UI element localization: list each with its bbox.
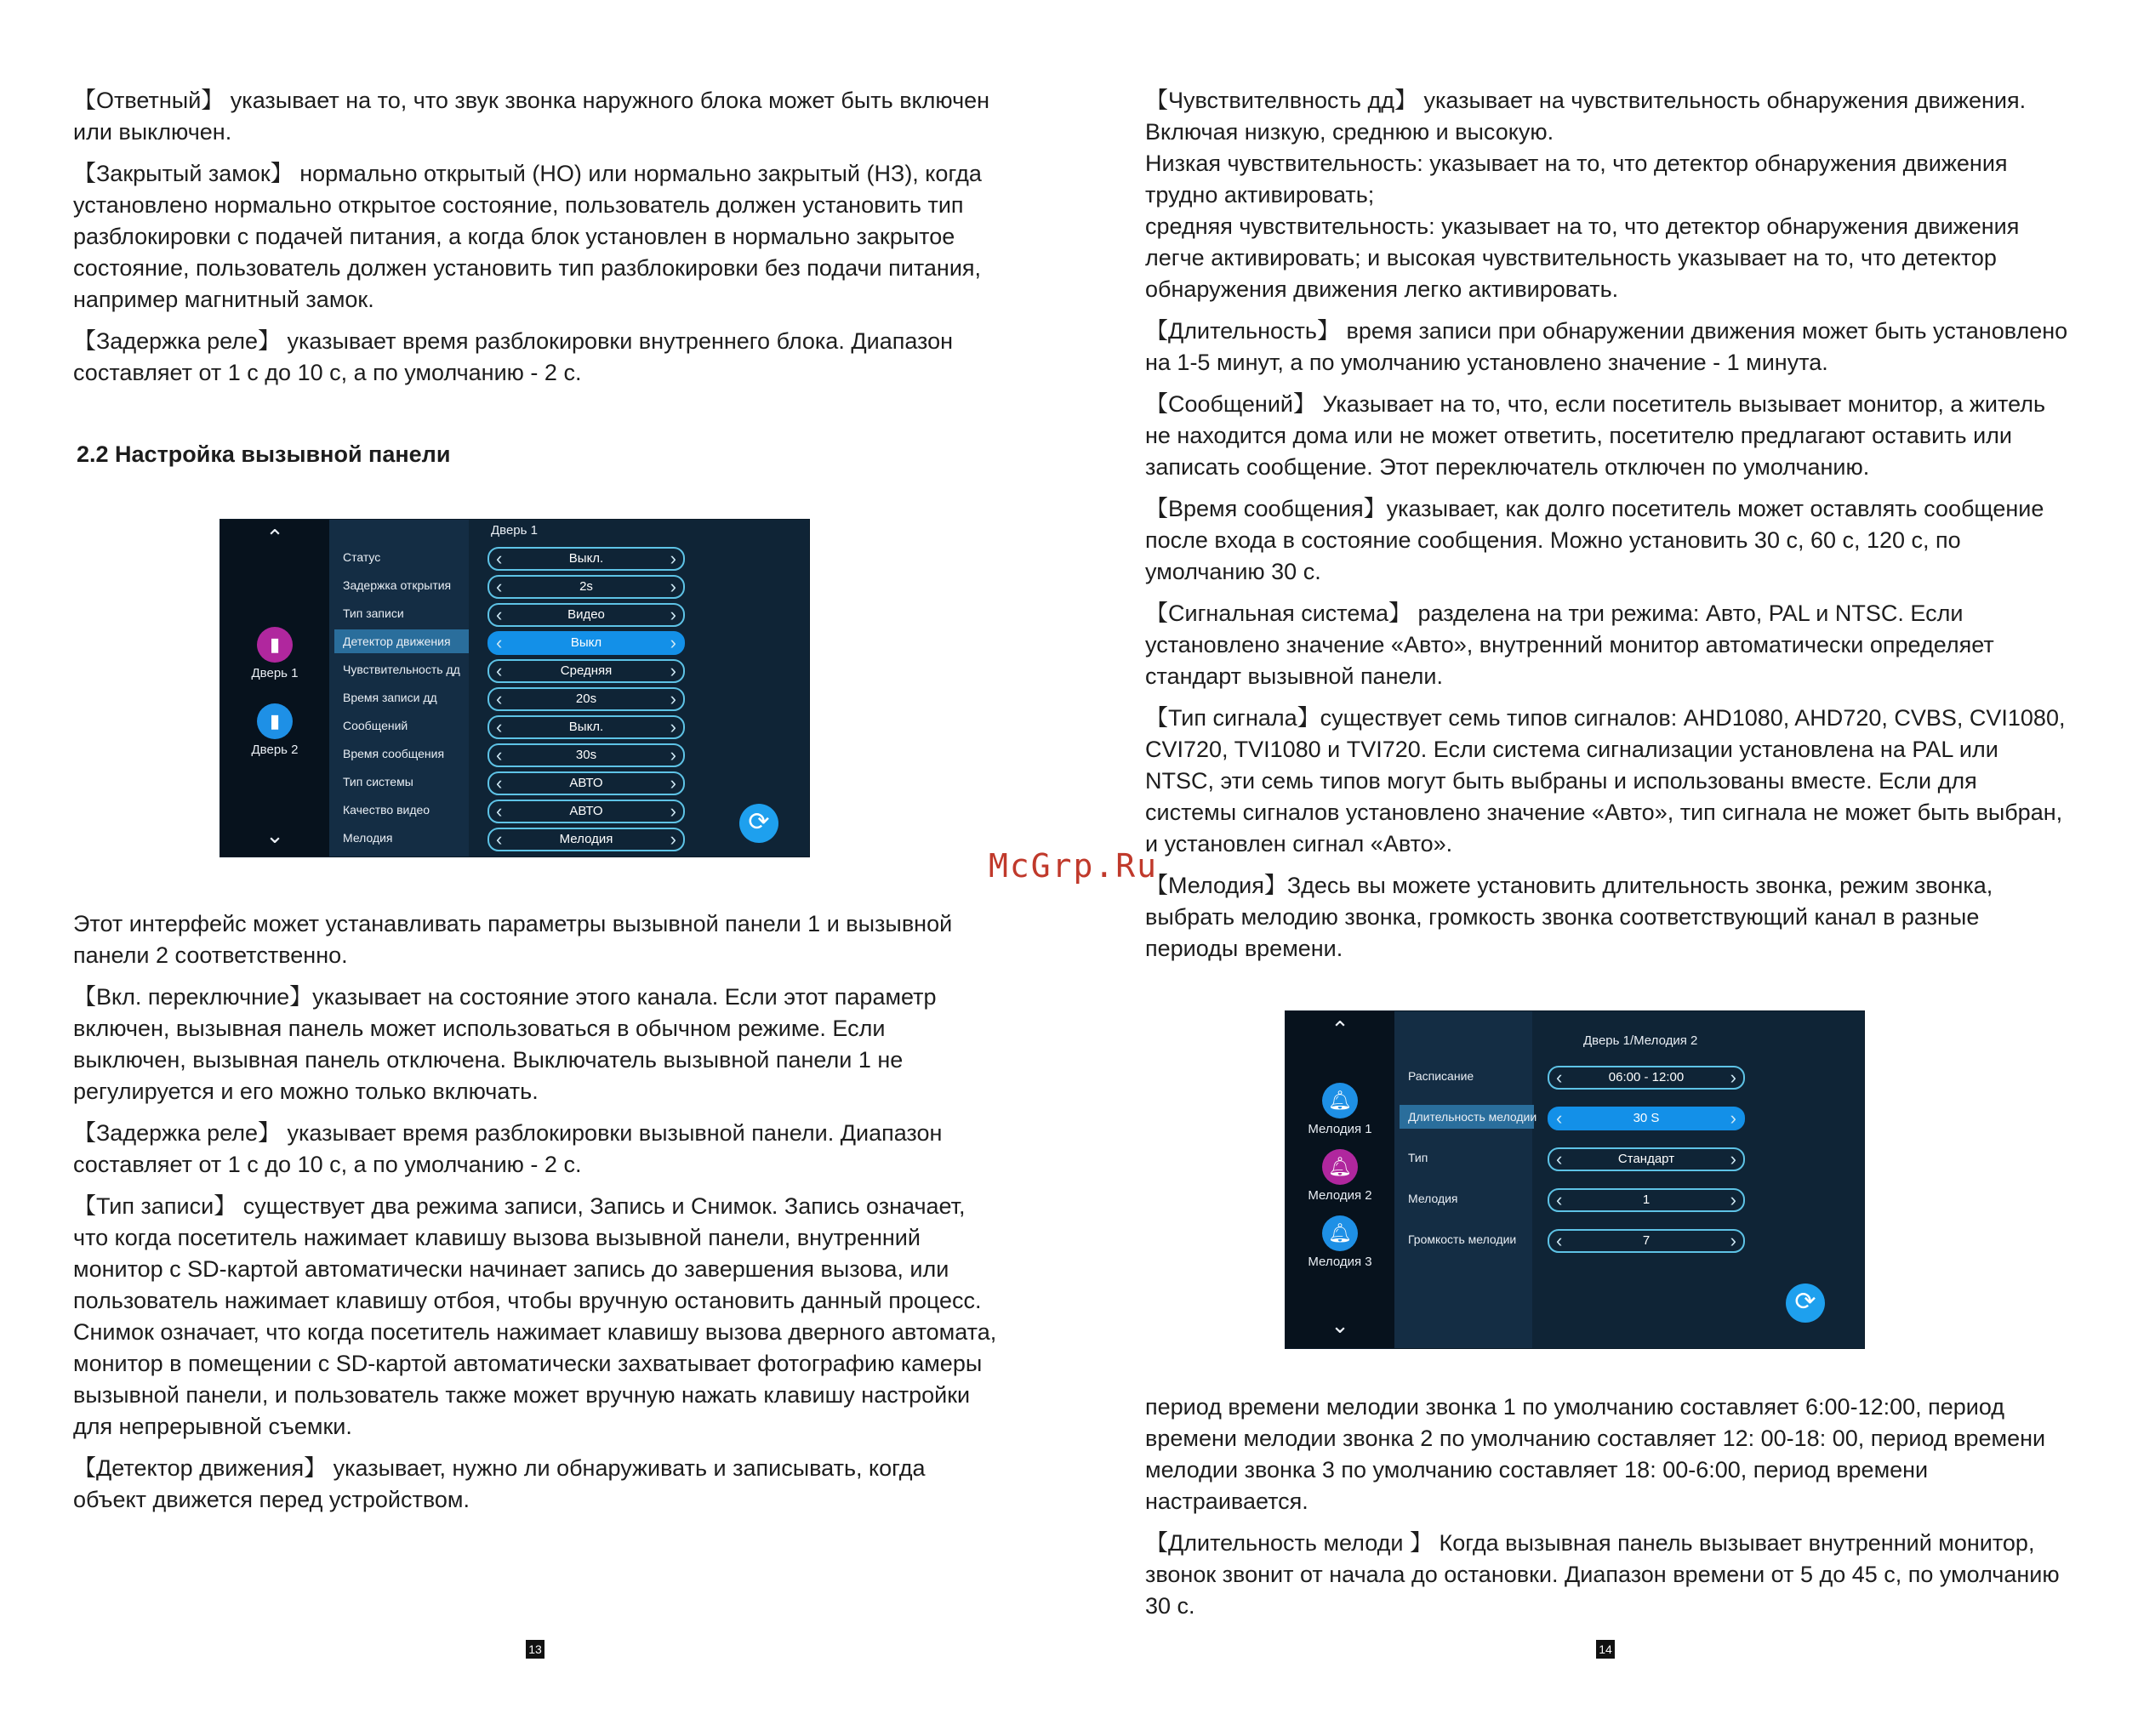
setting-label: Длительность мелодии xyxy=(1400,1105,1534,1129)
chevron-left-icon[interactable]: ‹ xyxy=(496,688,503,709)
paragraph-melody-periods: период времени мелодии звонка 1 по умолчанию составляет 6:00-12:00, период времени мелодии звонка 2 по умолчанию составляет 12: 00-18: 00, период времени мелодии звонка 3 по умолчанию составляет 18: 00-6:00, период времени настраивается. xyxy=(1145,1394,2046,1514)
setting-row-open-delay[interactable] xyxy=(329,573,809,599)
melody-1-label: Мелодия 1 xyxy=(1308,1122,1372,1136)
chevron-left-icon[interactable]: ‹ xyxy=(496,716,503,737)
page-number-left: 13 xyxy=(526,1640,544,1659)
paragraph-signal-type: 【Тип сигнала】существует семь типов сигналов: AHD1080, AHD720, CVBS, CVI1080, CVI720, TVI1080 и TVI720. Если система сигнализации установлена на PAL или NTSC, эти семь типов могут быть выбраны и использованы вместе. Если для системы сигналов установлено значение «Авто», тип сигнала не может быть выбран, и установлен сигнал «Авто». xyxy=(1145,705,2066,857)
paragraph-motion-detector: 【Детектор движения】 указывает, нужно ли обнаруживать и записывать, когда объект движется перед устройством. xyxy=(73,1455,926,1512)
chevron-right-icon[interactable]: › xyxy=(1730,1148,1736,1170)
setting-row-melody[interactable] xyxy=(1394,1187,1864,1212)
setting-label: Тип xyxy=(1408,1151,1428,1164)
chevron-left-icon[interactable]: ‹ xyxy=(1556,1230,1563,1251)
chevron-right-icon[interactable]: › xyxy=(670,800,676,822)
chevron-left-icon[interactable]: ‹ xyxy=(496,800,503,822)
door-sidebar xyxy=(220,520,329,857)
chevron-left-icon[interactable]: ‹ xyxy=(496,548,503,569)
setting-label: Чувствительность дд xyxy=(343,663,460,676)
door-2-item[interactable] xyxy=(236,703,314,757)
chevron-right-icon[interactable]: › xyxy=(670,828,676,850)
value-selector[interactable] xyxy=(1548,1188,1745,1212)
chevron-left-icon[interactable]: ‹ xyxy=(1556,1148,1563,1170)
paragraph-switch: 【Вкл. переключние】указывает на состояние этого канала. Если этот параметр включен, вызывная панель может использоваться в обычном режиме. Если выключен, вызывная панель отключена. Выключатель вызывной панели 1 не регулируется и его можно только включать. xyxy=(73,984,937,1104)
chevron-left-icon[interactable]: ‹ xyxy=(496,604,503,625)
melody-settings-screen xyxy=(1285,1010,1865,1349)
value-selector[interactable] xyxy=(1548,1107,1745,1130)
value-text: Выкл. xyxy=(568,720,604,734)
paragraph-interface: Этот интерфейс может устанавливать параметры вызывной панели 1 и вызывной панели 2 соответственно. xyxy=(73,911,953,968)
chevron-left-icon[interactable]: ‹ xyxy=(1556,1189,1563,1210)
chevron-right-icon[interactable]: › xyxy=(670,716,676,737)
chevron-left-icon[interactable]: ‹ xyxy=(496,632,503,653)
chevron-left-icon[interactable]: ‹ xyxy=(496,660,503,681)
setting-label: Расписание xyxy=(1408,1069,1474,1083)
setting-row-message-time[interactable] xyxy=(329,742,809,767)
setting-label: Мелодия xyxy=(343,831,393,845)
paragraph-duration: 【Длительность】 время записи при обнаружении движения может быть установлено на 1-5 минут, а по умолчанию установлено значение - 1 минута. xyxy=(1145,318,2068,375)
door-settings-screen xyxy=(220,519,810,857)
melody-3-label: Мелодия 3 xyxy=(1308,1255,1372,1269)
value-selector[interactable] xyxy=(487,800,685,823)
setting-row-melody[interactable] xyxy=(329,826,809,851)
setting-row-record-type[interactable] xyxy=(329,601,809,627)
setting-label: Мелодия xyxy=(1408,1192,1458,1205)
setting-label: Качество видео xyxy=(343,803,430,817)
value-text: Выкл xyxy=(570,635,602,650)
setting-row-messages[interactable] xyxy=(329,714,809,739)
chevron-right-icon[interactable]: › xyxy=(1730,1230,1736,1251)
setting-label: Сообщений xyxy=(343,719,408,732)
right-page xyxy=(1145,85,2072,1632)
left-page xyxy=(73,85,1001,1526)
chevron-right-icon[interactable]: › xyxy=(670,604,676,625)
setting-label: Статус xyxy=(343,550,381,564)
chevron-up-icon[interactable]: ⌃ xyxy=(265,525,284,550)
value-selector[interactable] xyxy=(487,828,685,851)
value-selector[interactable] xyxy=(487,771,685,795)
paragraph-low-sensitivity: Низкая чувствительность: указывает на то, что детектор обнаружения движения трудно активировать; xyxy=(1145,151,2008,208)
setting-label: Тип записи xyxy=(343,606,404,620)
melody-2-label: Мелодия 2 xyxy=(1308,1188,1372,1203)
paragraph-message-time: 【Время сообщения】указывает, как долго посетитель может оставлять сообщение после входа в состояние сообщения. Можно установить 30 с, 60 с, 120 с, по умолчанию 30 с. xyxy=(1145,496,2044,584)
value-text: 7 xyxy=(1642,1233,1651,1248)
setting-row-schedule[interactable] xyxy=(1394,1064,1864,1090)
value-selector[interactable] xyxy=(1548,1147,1745,1171)
setting-label: Тип системы xyxy=(343,775,413,788)
door-icon: ▮ xyxy=(257,627,293,663)
melody-2-item[interactable] xyxy=(1301,1149,1379,1203)
value-selector[interactable] xyxy=(487,603,685,627)
bell-icon: 🔔︎ xyxy=(1322,1149,1358,1185)
chevron-right-icon[interactable]: › xyxy=(670,632,676,653)
value-selector[interactable] xyxy=(487,715,685,739)
paragraph-sensitivity: 【Чувствителвность дд】 указывает на чувствительность обнаружения движения. Включая низкую, среднюю и высокую. xyxy=(1145,88,2027,145)
value-text: АВТО xyxy=(569,804,603,818)
setting-row-type[interactable] xyxy=(1394,1146,1864,1171)
chevron-right-icon[interactable]: › xyxy=(670,688,676,709)
setting-row-status[interactable] xyxy=(329,545,809,571)
value-text: 30 S xyxy=(1633,1111,1660,1125)
value-text: Средняя xyxy=(560,663,613,678)
value-text: Мелодия xyxy=(559,832,613,846)
value-selector[interactable] xyxy=(1548,1066,1745,1090)
setting-row-motion-detector[interactable] xyxy=(329,629,809,655)
paragraph-messages: 【Сообщений】 Указывает на то, что, если посетитель вызывает монитор, а житель не находится дома или не может ответить, посетителю предлагают оставить или записать сообщение. Этот переключатель отключен по умолчанию. xyxy=(1145,391,2046,480)
chevron-right-icon[interactable]: › xyxy=(1730,1189,1736,1210)
paragraph-otvetny: 【Ответный】 указывает на то, что звук звонка наружного блока может быть включен или выключен. xyxy=(73,88,990,145)
paragraph-record-type: 【Тип записи】 существует два режима записи, Запись и Снимок. Запись означает, что когда посетитель нажимает клавишу вызова вызывной панели, внутренний монитор с SD-картой автоматически начинает запись до завершения вызова, или пользователь нажимает клавишу отбоя, чтобы вручную остановить данный процесс. Снимок означает, что когда посетитель нажимает клавишу вызова дверного автомата, монитор в помещении с SD-картой автоматически захватывает фотографию камеры вызывной панели, и пользователь также может вручную нажать клавишу настройки для непрерывной съемки. xyxy=(73,1193,997,1439)
chevron-right-icon[interactable]: › xyxy=(670,548,676,569)
paragraph-signal-system: 【Сигнальная система】 разделена на три режима: Авто, PAL и NTSC. Если установлено значение «Авто», внутренний монитор автоматически определяет стандарт вызывной панели. xyxy=(1145,600,1994,689)
value-text: 20s xyxy=(575,692,597,706)
setting-row-melody-duration[interactable] xyxy=(1394,1105,1864,1130)
value-selector[interactable] xyxy=(1548,1229,1745,1253)
chevron-down-icon[interactable]: ⌄ xyxy=(1331,1312,1349,1338)
value-text: 1 xyxy=(1642,1192,1651,1207)
chevron-down-icon[interactable]: ⌄ xyxy=(265,822,284,848)
chevron-left-icon[interactable]: ‹ xyxy=(496,576,503,597)
paragraph-mid-high-sensitivity: средняя чувствительность: указывает на то, что детектор обнаружения движения легче активировать; и высокая чувствительность указывает на то, что детектор обнаружения движения легко активировать. xyxy=(1145,213,2020,302)
setting-row-video-quality[interactable] xyxy=(329,798,809,823)
value-selector[interactable] xyxy=(487,631,685,655)
melody-1-item[interactable] xyxy=(1301,1083,1379,1136)
refresh-icon[interactable]: ⟳ xyxy=(1786,1284,1825,1323)
chevron-left-icon[interactable]: ‹ xyxy=(496,828,503,850)
setting-label: Время сообщения xyxy=(343,747,445,760)
setting-label: Детектор движения xyxy=(334,629,469,653)
setting-label: Громкость мелодии xyxy=(1408,1232,1517,1246)
setting-row-sensitivity[interactable] xyxy=(329,657,809,683)
chevron-right-icon[interactable]: › xyxy=(1730,1067,1736,1088)
refresh-icon[interactable]: ⟳ xyxy=(739,804,778,843)
chevron-left-icon[interactable]: ‹ xyxy=(1556,1067,1563,1088)
door-2-label: Дверь 2 xyxy=(251,743,299,757)
setting-label: Задержка открытия xyxy=(343,578,452,592)
value-selector[interactable] xyxy=(487,743,685,767)
bell-icon: 🔔︎ xyxy=(1322,1083,1358,1118)
value-text: АВТО xyxy=(569,776,603,790)
paragraph-melody-duration: 【Длительность мелоди 】 Когда вызывная панель вызывает внутренний монитор, звонок звонит от начала до остановки. Диапазон времени от 5 до 45 с, по умолчанию 30 с. xyxy=(1145,1530,2060,1619)
page-number-right: 14 xyxy=(1596,1640,1615,1659)
value-text: Стандарт xyxy=(1617,1152,1675,1166)
value-selector[interactable] xyxy=(487,547,685,571)
labels-panel xyxy=(1394,1011,1532,1348)
value-selector[interactable] xyxy=(487,575,685,599)
value-selector[interactable] xyxy=(487,659,685,683)
door-1-label: Дверь 1 xyxy=(251,666,299,680)
chevron-left-icon[interactable]: ‹ xyxy=(496,772,503,794)
setting-row-system-type[interactable] xyxy=(329,770,809,795)
paragraph-lock: 【Закрытый замок】 нормально открытый (НО) или нормально закрытый (НЗ), когда установлено нормально открытое состояние, пользователь должен установить тип разблокировки с подачей питания, а когда блок установлен в нормально закрытое состояние, пользователь должен установить тип разблокировки без подачи питания, например магнитный замок. xyxy=(73,161,982,312)
door-1-item[interactable] xyxy=(236,627,314,680)
watermark: McGrp.Ru xyxy=(989,847,1159,885)
chevron-right-icon[interactable]: › xyxy=(670,772,676,794)
chevron-left-icon[interactable]: ‹ xyxy=(496,744,503,766)
chevron-right-icon[interactable]: › xyxy=(1730,1107,1736,1129)
chevron-right-icon[interactable]: › xyxy=(670,660,676,681)
setting-label: Время записи дд xyxy=(343,691,437,704)
setting-row-volume[interactable] xyxy=(1394,1227,1864,1253)
melody-3-item[interactable] xyxy=(1301,1215,1379,1269)
chevron-up-icon[interactable]: ⌃ xyxy=(1331,1016,1349,1042)
value-selector[interactable] xyxy=(487,687,685,711)
door-icon: ▮ xyxy=(257,703,293,739)
setting-row-record-time[interactable] xyxy=(329,686,809,711)
value-text: Выкл. xyxy=(568,551,604,566)
value-text: 30s xyxy=(575,748,597,762)
paragraph-melody: 【Мелодия】Здесь вы можете установить длительность звонка, режим звонка, выбрать мелодию звонка, громкость звонка соответствующий канал в разные периоды времени. xyxy=(1145,873,1993,961)
chevron-right-icon[interactable]: › xyxy=(670,576,676,597)
value-text: 06:00 - 12:00 xyxy=(1608,1070,1685,1084)
section-heading: 2.2 Настройка вызывной панели xyxy=(77,441,451,467)
value-text: Видео xyxy=(567,607,605,622)
bell-icon: 🔔︎ xyxy=(1322,1215,1358,1251)
paragraph-relay-delay: 【Задержка реле】 указывает время разблокировки внутреннего блока. Диапазон составляет от 1 с до 10 с, а по умолчанию - 2 с. xyxy=(73,328,954,385)
screen-title: Дверь 1/Мелодия 2 xyxy=(1583,1033,1698,1048)
paragraph-relay-delay-panel: 【Задержка реле】 указывает время разблокировки вызывной панели. Диапазон составляет от 1 с до 10 с, а по умолчанию - 2 с. xyxy=(73,1120,943,1177)
screen-title: Дверь 1 xyxy=(491,523,538,538)
chevron-left-icon[interactable]: ‹ xyxy=(1556,1107,1563,1129)
value-text: 2s xyxy=(579,579,593,594)
chevron-right-icon[interactable]: › xyxy=(670,744,676,766)
